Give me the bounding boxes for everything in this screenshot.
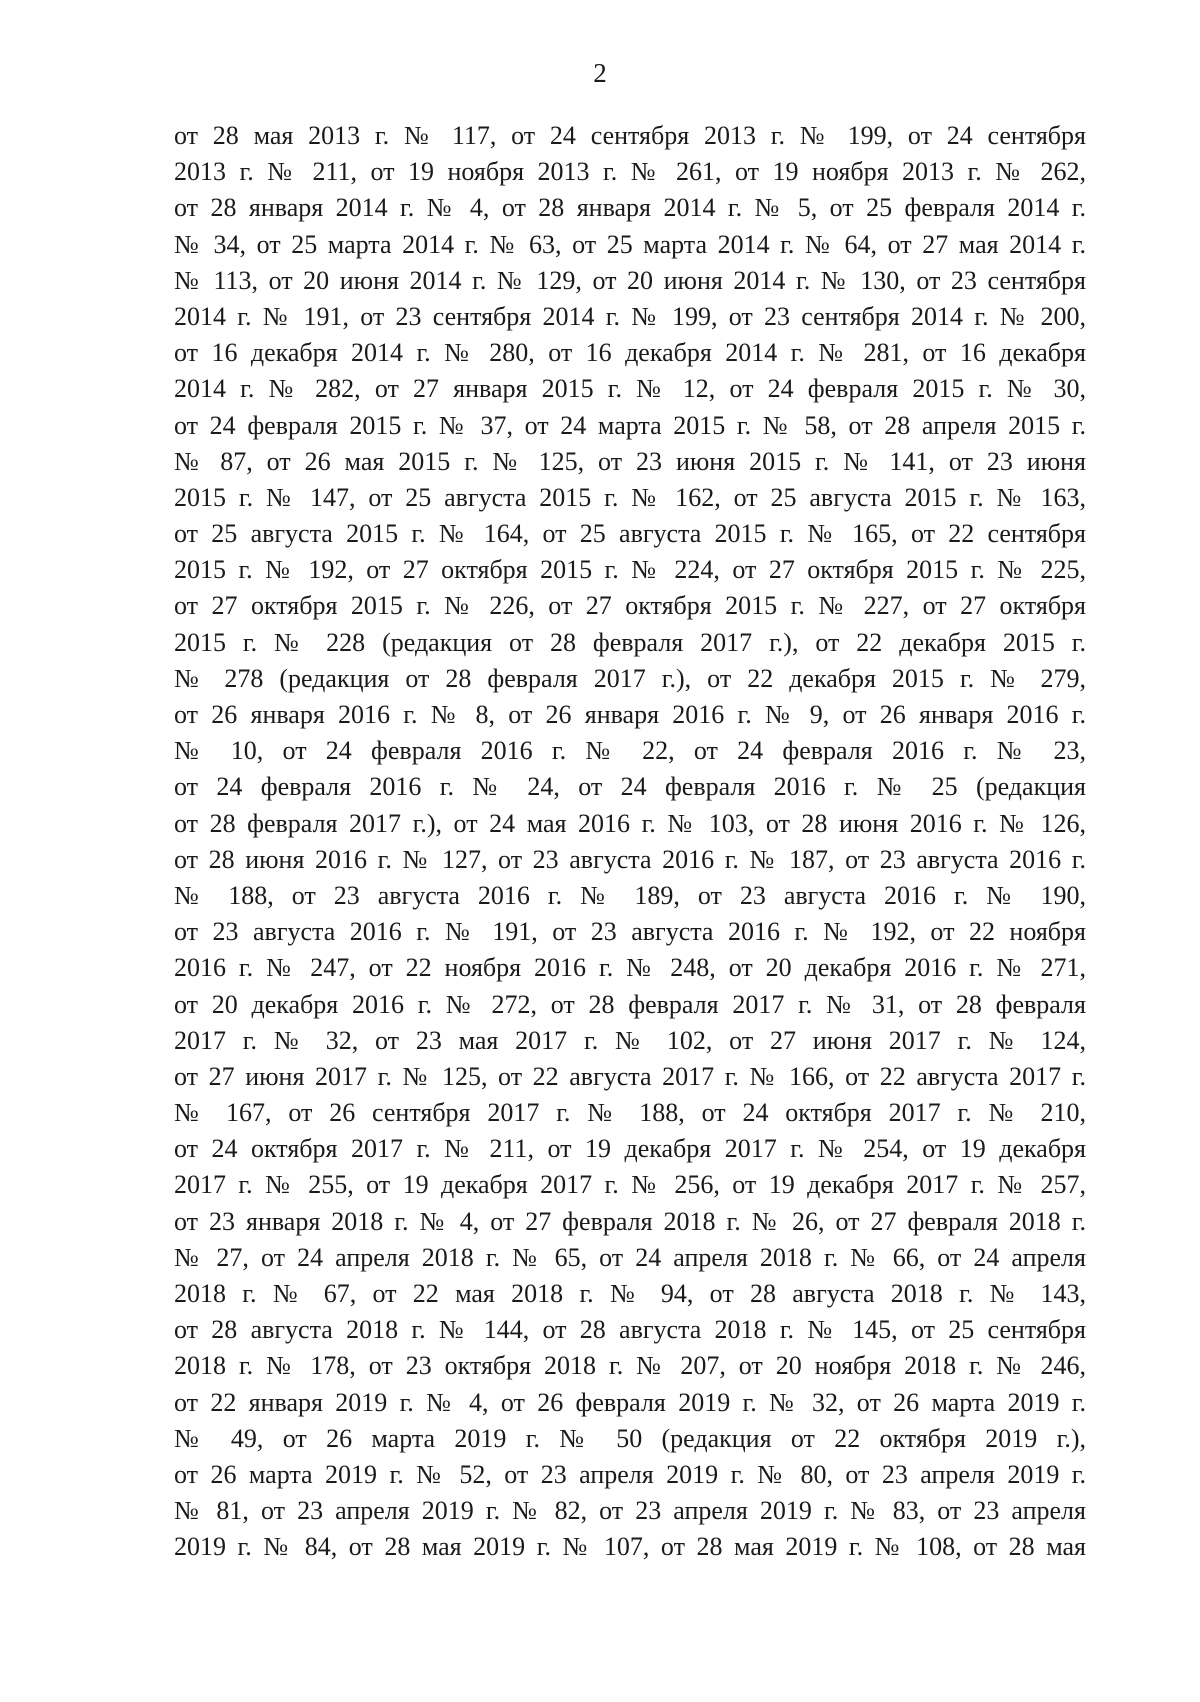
text-line: от 28 января 2014 г. № 4, от 28 января 2014 г. № 5, от 25 февраля 2014 г. [174,193,1086,223]
text-line: № 34, от 25 марта 2014 г. № 63, от 25 марта 2014 г. № 64, от 27 мая 2014 г. [174,229,1086,259]
text-line: от 25 августа 2015 г. № 164, от 25 августа 2015 г. № 165, от 22 сентября [174,519,1086,549]
text-line: 2017 г. № 32, от 23 мая 2017 г. № 102, от 27 июня 2017 г. № 124, [174,1025,1086,1055]
text-line: от 24 октября 2017 г. № 211, от 19 декабря 2017 г. № 254, от 19 декабря [174,1134,1086,1164]
text-line: № 49, от 26 марта 2019 г. № 50 (редакция от 22 октября 2019 г.), [174,1423,1086,1453]
page-number: 2 [593,58,607,88]
text-line: от 27 июня 2017 г. № 125, от 22 августа 2017 г. № 166, от 22 августа 2017 г. [174,1061,1086,1091]
text-line: № 188, от 23 августа 2016 г. № 189, от 23 августа 2016 г. № 190, [174,880,1086,910]
text-line: 2015 г. № 147, от 25 августа 2015 г. № 162, от 25 августа 2015 г. № 163, [174,482,1086,512]
text-line: № 167, от 26 сентября 2017 г. № 188, от 24 октября 2017 г. № 210, [174,1098,1086,1128]
text-line: 2017 г. № 255, от 19 декабря 2017 г. № 256, от 19 декабря 2017 г. № 257, [174,1170,1086,1200]
text-line: № 10, от 24 февраля 2016 г. № 22, от 24 февраля 2016 г. № 23, [174,736,1086,766]
text-line: № 81, от 23 апреля 2019 г. № 82, от 23 апреля 2019 г. № 83, от 23 апреля [174,1496,1086,1526]
text-line: № 27, от 24 апреля 2018 г. № 65, от 24 апреля 2018 г. № 66, от 24 апреля [174,1242,1086,1272]
text-line: от 26 марта 2019 г. № 52, от 23 апреля 2019 г. № 80, от 23 апреля 2019 г. [174,1459,1086,1489]
text-line: от 28 августа 2018 г. № 144, от 28 августа 2018 г. № 145, от 25 сентября [174,1315,1086,1345]
text-line: 2015 г. № 192, от 27 октября 2015 г. № 224, от 27 октября 2015 г. № 225, [174,555,1086,585]
text-line: от 28 февраля 2017 г.), от 24 мая 2016 г. № 103, от 28 июня 2016 г. № 126, [174,808,1086,838]
text-line: от 24 февраля 2015 г. № 37, от 24 марта 2015 г. № 58, от 28 апреля 2015 г. [174,410,1086,440]
text-line: 2019 г. № 84, от 28 мая 2019 г. № 107, от 28 мая 2019 г. № 108, от 28 мая [174,1532,1086,1562]
text-line: № 113, от 20 июня 2014 г. № 129, от 20 июня 2014 г. № 130, от 23 сентября [174,265,1086,295]
text-line: от 16 декабря 2014 г. № 280, от 16 декабря 2014 г. № 281, от 16 декабря [174,338,1086,368]
text-line: № 278 (редакция от 28 февраля 2017 г.), от 22 декабря 2015 г. № 279, [174,663,1086,693]
text-line: 2016 г. № 247, от 22 ноября 2016 г. № 248, от 20 декабря 2016 г. № 271, [174,953,1086,983]
text-line: 2014 г. № 191, от 23 сентября 2014 г. № 199, от 23 сентября 2014 г. № 200, [174,301,1086,331]
text-line: 2013 г. № 211, от 19 ноября 2013 г. № 261, от 19 ноября 2013 г. № 262, [174,157,1086,187]
text-line: от 26 января 2016 г. № 8, от 26 января 2016 г. № 9, от 26 января 2016 г. [174,700,1086,729]
text-line: 2018 г. № 178, от 23 октября 2018 г. № 207, от 20 ноября 2018 г. № 246, [174,1351,1086,1381]
text-line: от 28 мая 2013 г. № 117, от 24 сентября 2013 г. № 199, от 24 сентября [174,121,1086,150]
text-line: от 22 января 2019 г. № 4, от 26 февраля 2019 г. № 32, от 26 марта 2019 г. [174,1387,1086,1417]
text-line: от 23 января 2018 г. № 4, от 27 февраля 2018 г. № 26, от 27 февраля 2018 г. [174,1206,1086,1236]
text-line: от 27 октября 2015 г. № 226, от 27 октября 2015 г. № 227, от 27 октября [174,591,1086,621]
text-line: от 24 февраля 2016 г. № 24, от 24 февраля 2016 г. № 25 (редакция [174,772,1086,802]
text-line: 2015 г. № 228 (редакция от 28 февраля 2017 г.), от 22 декабря 2015 г. [174,627,1086,657]
text-line: от 20 декабря 2016 г. № 272, от 28 февраля 2017 г. № 31, от 28 февраля [174,989,1086,1019]
text-line: от 28 июня 2016 г. № 127, от 23 августа 2016 г. № 187, от 23 августа 2016 г. [174,844,1086,874]
body-text [174,118,1086,1566]
text-line: от 23 августа 2016 г. № 191, от 23 августа 2016 г. № 192, от 22 ноября [174,917,1086,947]
text-line: № 87, от 26 мая 2015 г. № 125, от 23 июня 2015 г. № 141, от 23 июня [174,446,1086,476]
text-line: 2018 г. № 67, от 22 мая 2018 г. № 94, от 28 августа 2018 г. № 143, [174,1279,1086,1308]
text-line: 2014 г. № 282, от 27 января 2015 г. № 12, от 24 февраля 2015 г. № 30, [174,374,1086,404]
